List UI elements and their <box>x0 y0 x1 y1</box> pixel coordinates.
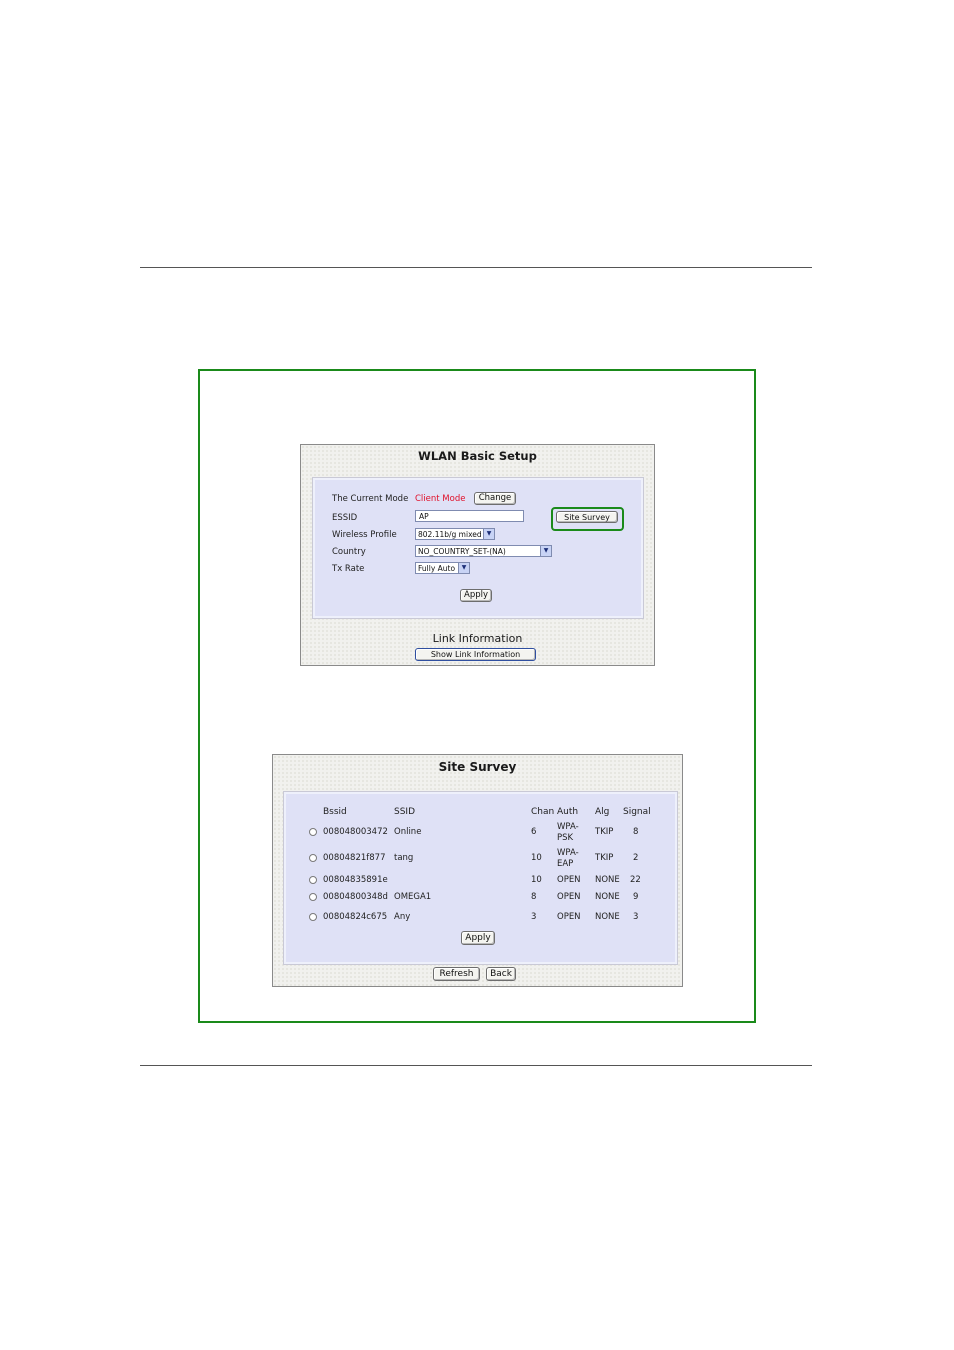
row-auth: OPEN <box>557 892 581 902</box>
current-mode-label: The Current Mode <box>332 494 409 504</box>
row-auth: WPA- <box>557 848 579 858</box>
row-auth-2: PSK <box>557 833 574 843</box>
row-auth: OPEN <box>557 875 581 885</box>
site-survey-panel <box>272 754 683 987</box>
col-alg: Alg <box>595 807 610 817</box>
row-ssid: OMEGA1 <box>394 892 432 902</box>
country-select[interactable] <box>415 545 552 557</box>
tx-rate-value: Fully Auto <box>418 564 456 573</box>
wlan-title: WLAN Basic Setup <box>418 449 537 463</box>
row-radio[interactable] <box>309 893 317 901</box>
col-signal: Signal <box>623 807 651 817</box>
col-ssid: SSID <box>394 807 416 817</box>
essid-input[interactable]: AP <box>415 510 524 522</box>
row-auth-2: EAP <box>557 859 574 869</box>
row-bssid: 00804800348d <box>323 892 388 902</box>
row-bssid: 00804824c675 <box>323 912 388 922</box>
row-alg: NONE <box>595 875 620 885</box>
row-alg: TKIP <box>595 853 614 863</box>
chevron-down-icon[interactable]: ▼ <box>458 563 469 573</box>
row-ssid: Online <box>394 827 422 837</box>
wireless-profile-value: 802.11b/g mixed <box>418 530 482 539</box>
row-radio[interactable] <box>309 828 317 836</box>
chevron-down-icon[interactable]: ▼ <box>540 546 551 556</box>
tx-rate-label: Tx Rate <box>332 564 365 574</box>
site-survey-button[interactable]: Site Survey <box>556 511 618 523</box>
row-alg: NONE <box>595 912 620 922</box>
back-button[interactable]: Back <box>486 967 516 981</box>
change-button[interactable]: Change <box>474 492 516 505</box>
row-radio[interactable] <box>309 913 317 921</box>
row-signal: 9 <box>633 892 639 902</box>
tx-rate-select[interactable] <box>415 562 470 574</box>
wlan-apply-button[interactable]: Apply <box>460 589 492 602</box>
bottom-rule <box>140 1065 812 1066</box>
essid-label: ESSID <box>332 513 358 523</box>
row-radio[interactable] <box>309 854 317 862</box>
wireless-profile-select[interactable] <box>415 528 495 540</box>
row-bssid: 00804821f877 <box>323 853 386 863</box>
site-survey-title: Site Survey <box>438 760 517 774</box>
row-bssid: 00804835891e <box>323 875 388 885</box>
row-bssid: 008048003472 <box>323 827 388 837</box>
row-signal: 22 <box>630 875 641 885</box>
row-auth: OPEN <box>557 912 581 922</box>
refresh-button[interactable]: Refresh <box>433 967 480 981</box>
row-ssid: Any <box>394 912 411 922</box>
row-radio[interactable] <box>309 876 317 884</box>
col-auth: Auth <box>557 807 579 817</box>
show-link-information-button[interactable]: Show Link Information <box>415 648 536 661</box>
country-label: Country <box>332 547 366 557</box>
top-rule <box>140 267 812 268</box>
row-ssid: tang <box>394 853 414 863</box>
row-signal: 3 <box>633 912 639 922</box>
col-bssid: Bssid <box>323 807 347 817</box>
row-signal: 8 <box>633 827 639 837</box>
row-chan: 6 <box>531 827 537 837</box>
country-value: NO_COUNTRY_SET-(NA) <box>418 547 506 556</box>
row-chan: 10 <box>531 875 542 885</box>
link-info-title: Link Information <box>432 632 523 645</box>
row-signal: 2 <box>633 853 639 863</box>
row-alg: TKIP <box>595 827 614 837</box>
chevron-down-icon[interactable]: ▼ <box>483 529 494 539</box>
wireless-profile-label: Wireless Profile <box>332 530 397 540</box>
current-mode-value: Client Mode <box>415 494 466 504</box>
col-chan: Chan <box>531 807 555 817</box>
survey-apply-button[interactable]: Apply <box>461 931 495 945</box>
row-alg: NONE <box>595 892 620 902</box>
row-chan: 8 <box>531 892 537 902</box>
row-chan: 10 <box>531 853 542 863</box>
row-auth: WPA- <box>557 822 579 832</box>
site-survey-highlight <box>551 507 624 531</box>
row-chan: 3 <box>531 912 537 922</box>
